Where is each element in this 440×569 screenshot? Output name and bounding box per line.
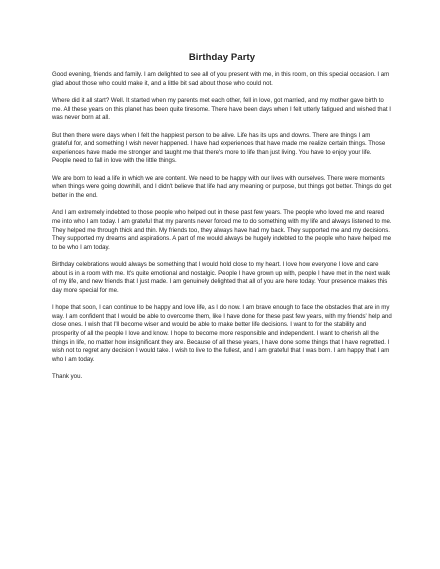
paragraph-contentment: We are born to lead a life in which we are content. We need to be happy with our lives with ourselves. There were moments when things were going downhill, and I didn't believe that life had any meaning or purpose, but things got better. Things do get better in the end. [52,174,392,199]
paragraph-origin: Where did it all start? Well. It started when my parents met each other, fell in love, got married, and my mother gave birth to me. All these years on this planet has been quite tiresome. There have been days when I felt utterly fatigued and wished that I was never born at all. [52,96,391,122]
paragraph-greeting: Good evening, friends and family. I am delighted to see all of you present with me, in this room, on this special occasion. I am glad about those who could make it, and a little bit sad about those who could not. [52,71,390,87]
paragraph-future-hopes: I hope that soon, I can continue to be happy and love life, as I do now. I am brave enough to face the obstacles that are in my way. I am confident that I would be able to overcome them, like I have done for these past few years, with my friends' help and close ones. I wish that I'll become wiser and would be able to make better life decisions. I want to for the stability and prosperity of all the people I love and know. I hope to become more responsible and independent. I want to cherish all the things in life, no matter how insignificant they are. Because of all these years, I have done some things that I have regretted. I wish not to regret any decision I would take. I wish to live to the fullest, and I am grateful that I was born. I am happy that I am who I am today. [52,304,392,363]
signoff-text: Thank you. [52,373,83,381]
paragraph-gratitude: And I am extremely indebted to those people who helped out in these past few years. The people who loved me and reared me into who I am today. I am grateful that my parents never forced me to do something with my life and always listened to me. They helped me through thick and thin. My friends too, they always have had my back. They supported me and my decisions. They supported my dreams and aspirations. A part of me would always be hugely indebted to the people who have helped me to be who I am today. [52,209,392,251]
paragraph-ups-and-downs: But then there were days when I felt the happiest person to be alive. Life has its ups and downs. There are things I am grateful for, and something I wish never happened. I have had experiences that have made me realize certain things. Those experiences have made me stronger and taught me that there's more to life than just living. You have to enjoy your life. People need to fall in love with the little things. [52,131,386,165]
paragraph-celebrations: Birthday celebrations would always be something that I would hold close to my heart. I love how everyone I love and care about is in a room with me. It's quite emotional and nostalgic. People I have grown up with, people I have met in the next walk of my life, and new friends that I just made. I am genuinely delighted that all of you are here today. Your presence makes this day more special for me. [52,261,391,294]
document-page [52,52,392,382]
document-title: Birthday Party [188,52,256,63]
